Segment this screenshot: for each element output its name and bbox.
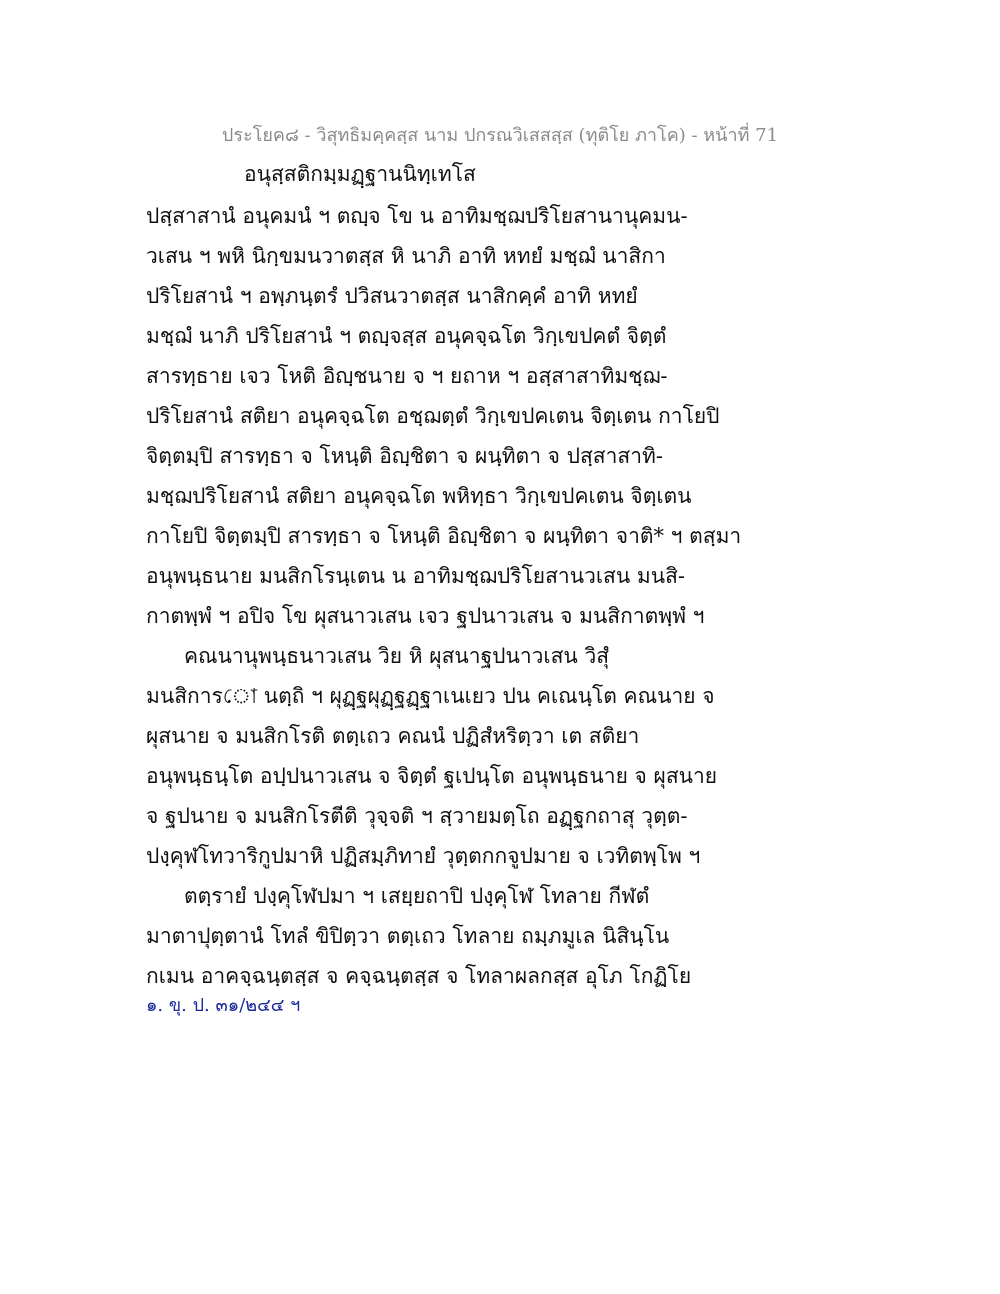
text-line: วเสน ฯ พหิ นิกฺขมนวาตสฺส หิ นาภิ อาทิ หทยํ มชฺฌํ นาสิกา: [146, 244, 666, 268]
text-line: กาโยปิ จิตฺตมฺปิ สารทฺธา จ โหนฺติ อิญฺชิตา จ ผนฺทิตา จาติ* ฯ ตสฺมา: [146, 524, 742, 548]
text-line: มชฺฌํ นาภิ ปริโยสานํ ฯ ตญฺจสฺส อนุคจฺฉโต วิกฺเขปคตํ จิตฺตํ: [146, 324, 667, 348]
text-line: ปสฺสาสานํ อนุคมนํ ฯ ตญฺจ โข น อาทิมชฺฌปริโยสานานุคมน-: [146, 204, 688, 228]
text-line: กเมน อาคจฺฉนฺตสฺส จ คจฺฉนฺตสฺส จ โทลาผลกสฺส อุโภ โกฏิโย: [146, 964, 692, 988]
text-line: มชฺฌปริโยสานํ สติยา อนุคจฺฉโต พหิทฺธา วิกฺเขปคเตน จิตฺเตน: [146, 484, 692, 508]
running-header: ประโยค๘ - วิสุทธิมคฺคสฺส นาม ปกรณวิเสสสฺส (ทุติโย ภาโค) - หน้าที่ 71: [221, 125, 779, 146]
text-line: จิตฺตมฺปิ สารทฺธา จ โหนฺติ อิญฺชิตา จ ผนฺทิตา จ ปสฺสาสาทิ-: [146, 444, 663, 468]
paragraph-start-line: คณนานุพนฺธนาวเสน วิย หิ ผุสนาฐปนาวเสน วิสุํ: [184, 644, 610, 668]
text-line: สารทฺธาย เจว โหติ อิญฺชนาย จ ฯ ยถาห ฯ อสฺสาสาทิมชฺฌ-: [146, 364, 668, 388]
text-line: จ ฐปนาย จ มนสิกโรตีติ วุจฺจติ ฯ สฺวายมตฺโถ อฏฺฐกถาสุ วุตฺต-: [146, 804, 688, 828]
text-line: มนสิการো นตฺถิ ฯ ผุฏฺฐผุฏฺฐฏฺฐาเนเยว ปน คเณนฺโต คณนาย จ: [146, 684, 715, 708]
text-line: ปงฺคุฬโทวาริกูปมาหิ ปฏิสมฺภิทายํ วุตฺตกกจูปมาย จ เวทิตพฺโพ ฯ: [146, 844, 701, 868]
text-line: ปริโยสานํ ฯ อพฺภนฺตรํ ปวิสนวาตสฺส นาสิกคฺคํ อาทิ หทยํ: [146, 284, 638, 308]
section-title: อนุสฺสติกมฺมฏฺฐานนิทฺเทโส: [244, 162, 476, 186]
text-line: ปริโยสานํ สติยา อนุคจฺฉโต อชฺฌตฺตํ วิกฺเขปคเตน จิตฺเตน กาโยปิ: [146, 404, 720, 428]
paragraph-start-line: ตตฺรายํ ปงฺคุโฬปมา ฯ เสยฺยถาปิ ปงฺคุโฬ โทลาย กีฬตํ: [184, 884, 650, 908]
footnote: ๑. ขุ. ป. ๓๑/๒๔๔ ฯ: [146, 995, 301, 1016]
text-line: มาตาปุตฺตานํ โทลํ ขิปิตฺวา ตตฺเถว โทลาย ถมฺภมูเล นิสินฺโน: [146, 924, 670, 948]
text-line: อนุพนฺธนาย มนสิกโรนฺเตน น อาทิมชฺฌปริโยสานวเสน มนสิ-: [146, 564, 686, 588]
body-text: [146, 196, 742, 996]
text-line: อนุพนฺธนฺโต อปฺปนาวเสน จ จิตฺตํ ฐเปนฺโต อนุพนฺธนาย จ ผุสนาย: [146, 764, 718, 788]
text-line: ผุสนาย จ มนสิกโรติ ตตฺเถว คณนํ ปฏิสํหริตฺวา เต สติยา: [146, 724, 640, 748]
text-line: กาตพฺพํ ฯ อปิจ โข ผุสนาวเสน เจว ฐปนาวเสน จ มนสิกาตพฺพํ ฯ: [146, 604, 705, 628]
